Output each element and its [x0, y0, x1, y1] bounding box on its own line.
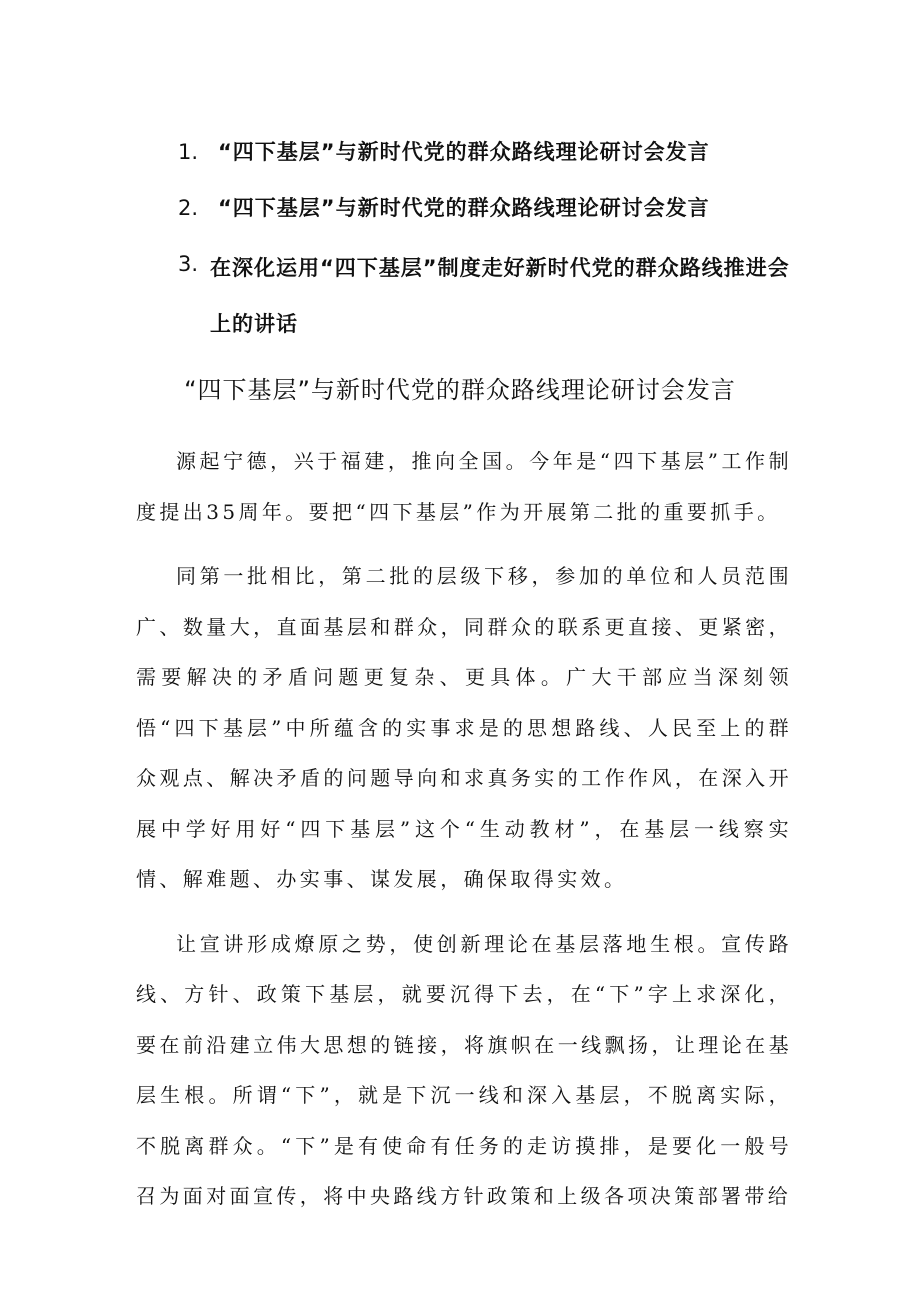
toc-item-number: 1.: [178, 140, 199, 164]
body-paragraph-2: 同第一批相比，第二批的层级下移，参加的单位和人员范围广、数量大，直面基层和群众，同群众的联系更直接、更紧密，需要解决的矛盾问题更复杂、更具体。广大干部应当深刻领悟“四下基层”中所蕴含的实事求是的思想路线、人民至上的群众观点、解决矛盾的问题导向和求真务实的工作作风，在深入开展中学好用好“四下基层”这个“生动教材”，在基层一线察实情、解难题、办实事、谋发展，确保取得实效。: [136, 564, 792, 891]
toc-item-text: “四下基层”与新时代党的群众路线理论研讨会发言: [218, 196, 710, 220]
toc-item-text: 在深化运用“四下基层”制度走好新时代党的群众路线推进会上的讲话: [210, 256, 790, 336]
body-paragraph-3: 让宣讲形成燎原之势，使创新理论在基层落地生根。宣传路线、方针、政策下基层，就要沉得下去，在“下”字上求深化，要在前沿建立伟大思想的链接，将旗帜在一线飘扬，让理论在基层生根。所谓“下”，就是下沉一线和深入基层，不脱离实际，不脱离群众。“下”是有使命有任务的走访摸排，是要化一般号召为面对面宣传，将中央路线方针政策和上级各项决策部署带给: [136, 931, 792, 1208]
toc-item-3[interactable]: [178, 240, 798, 352]
toc-item-text: “四下基层”与新时代党的群众路线理论研讨会发言: [218, 140, 710, 164]
body-paragraph-1: 源起宁德，兴于福建，推向全国。今年是“四下基层”工作制度提出35周年。要把“四下基层”作为开展第二批的重要抓手。: [136, 449, 792, 524]
toc-item-1[interactable]: [178, 128, 798, 176]
toc-item-number: 3.: [178, 252, 199, 276]
document-title: “四下基层”与新时代党的群众路线理论研讨会发言: [184, 376, 736, 404]
toc-item-number: 2.: [178, 196, 199, 220]
table-of-contents: [178, 128, 798, 360]
document-body: [136, 436, 792, 1236]
toc-item-2[interactable]: [178, 184, 798, 232]
